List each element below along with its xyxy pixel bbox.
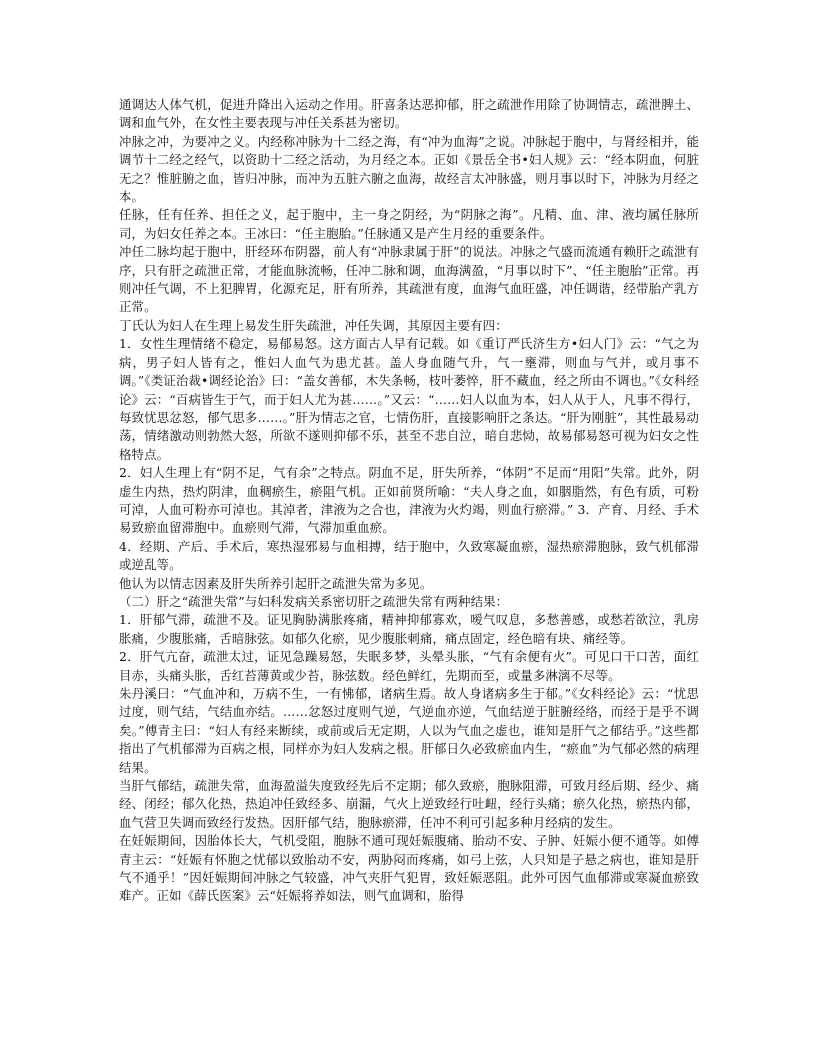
- paragraph: 通调达人体气机，促进升降出入运动之作用。肝喜条达恶抑郁，肝之疏泄作用除了协调情志，疏泄脾土、调和血气外，在女性主要表现与冲任关系甚为密切。: [119, 97, 699, 131]
- paragraph: 任脉，任有任养、担任之义，起于胞中，主一身之阴经，为“阴脉之海”。凡精、血、津、液均属任脉所司，为妇女任养之本。王冰曰：“任主胞胎。”任脉通又是产生月经的重要条件。: [119, 207, 699, 241]
- paragraph: 冲任二脉均起于胞中，肝经环布阴器，前人有“冲脉隶属于肝”的说法。冲脉之气盛而流通有赖肝之疏泄有序，只有肝之疏泄正常，才能血脉流畅，任冲二脉和调，血海满盈，“月事以时下”、“任主胞胎”正常。再则冲任气调，不上犯脾胃，化源充足，肝有所养，其疏泄有度，血海气血旺盛，冲任调谐，经带胎产乳方正常。: [119, 244, 699, 315]
- paragraph: 丁氏认为妇人在生理上易发生肝失疏泄，冲任失调，其原因主要有四：: [119, 317, 508, 333]
- paragraph: 1．肝郁气滞，疏泄不及。证见胸胁满胀疼痛，精神抑郁寡欢，嗳气叹息，多愁善感，或愁若欲泣，乳房胀痛，少腹胀痛，舌暗脉弦。如郁久化瘀，见少腹胀刺痛，痛点固定，经色暗有块、痛经等。: [119, 612, 699, 646]
- paragraph: 冲脉之冲，为要冲之义。内经称冲脉为十二经之海，有“冲为血海”之说。冲脉起于胞中，与肾经相并，能调节十二经之经气，以资助十二经之活动，为月经之本。正如《景岳全书•妇人规》云：“经本阴血，何脏无之？惟脏腑之血，皆归冲脉，而冲为五脏六腑之血海，故经言太冲脉盛，则月事以时下，冲脉为月经之本。: [119, 133, 699, 205]
- paragraph: 朱丹溪曰：“气血冲和，万病不生，一有怫郁，诸病生焉。故人身诸病多生于郁。”《女科经论》云：“忧思过度，则气结，气结血亦结。……忿怒过度则气逆，气逆血亦逆，气血结逆于脏腑经络，而经于是乎不调矣。”傅青主曰：“妇人有经来断续，或前或后无定期，人以为气血之虚也，谁知是肝气之郁结乎。”这些都指出了气机郁滞为百病之根，同样亦为妇人发病之根。肝郁日久必致瘀血内生，“瘀血”为气郁必然的病理结果。: [119, 686, 699, 775]
- paragraph: 2．妇人生理上有“阴不足，气有余”之特点。阴血不足，肝失所养，“体阴”不足而“用阳”失常。此外，阴虚生内热，热灼阴津，血稠瘀生，瘀阻气机。正如前贤所喻：“夫人身之血，如胭脂然，有色有质，可粉可淖，人血可粉亦可淖也。其淖者，津液为之合也，津液为火灼竭，则血行瘀滞。” 3．产育、月经、手术易致瘀血留滞胞中。血瘀则气滞，气滞加重血瘀。: [119, 465, 699, 536]
- section-heading: （二）肝之“疏泄失常”与妇科发病关系密切肝之疏泄失常有两种结果：: [119, 593, 509, 609]
- paragraph: 在妊娠期间，因胎体长大，气机受阻，胞脉不通可现妊娠腹痛、胎动不安、子肿、妊娠小便不通等。如傅青主云：“妊娠有怀胞之忧郁以致胎动不安，两胁闷而疼痛，如弓上弦，人只知是子悬之病也，谁知是肝气不通乎！”因妊娠期间冲脉之气较盛，冲气夹肝气犯胃，致妊娠恶阻。此外可因气血郁滞或寒凝血瘀致难产。正如《薛氏医案》云“妊娠将养如法，则气血调和，胎得: [119, 833, 699, 904]
- document-page: [119, 96, 699, 906]
- paragraph: 他认为以情志因素及肝失所养引起肝之疏泄失常为多见。: [119, 575, 433, 591]
- paragraph: 2．肝气亢奋，疏泄太过，证见急躁易怒，失眠多梦，头晕头胀，“气有余便有火”。可见口干口苦，面红目赤，头痛头胀，舌红苔薄黄或少苔，脉弦数。经色鲜红，先期而至，或量多淋漓不尽等。: [119, 649, 699, 683]
- paragraph: 1．女性生理情绪不稳定，易郁易怒。这方面古人早有记载。如《重订严氏济生方•妇人门》云：“气之为病，男子妇人皆有之，惟妇人血气为患尤甚。盖人身血随气升，气一壅滞，则血与气并，或月事不调。”《类证治裁•调经论治》曰：“盖女善郁，木失条畅，枝叶萎悴，肝不藏血，经之所由不调也。”《女科经论》云：“百病皆生于气，而于妇人尤为甚……。”又云：“……妇人以血为本，妇人从于人，凡事不得行，每致忧思忿怒，郁气思多……。”肝为情志之官，七情伤肝，直接影响肝之条达。“肝为刚脏”，其性最易动荡，情绪激动则勃然大怒，所欲不遂则抑郁不乐，甚至不悲自泣，暗自悲恸，故易郁易怒可视为妇女之性格特点。: [119, 336, 699, 462]
- paragraph: 当肝气郁结，疏泄失常，血海盈溢失度致经先后不定期；郁久致瘀，胞脉阻滞，可致月经后期、经少、痛经、闭经；郁久化热，热迫冲任致经多、崩漏，气火上逆致经行吐衄，经行头痛；瘀久化热，瘀热内郁，血气营卫失调而致经行发热。因肝郁气结，胞脉瘀滞，任冲不利可引起多种月经病的发生。: [119, 778, 699, 830]
- paragraph: 4．经期、产后、手术后，寒热湿邪易与血相搏，结于胞中，久致寒凝血瘀，湿热瘀滞胞脉，致气机郁滞或逆乱等。: [119, 538, 699, 573]
